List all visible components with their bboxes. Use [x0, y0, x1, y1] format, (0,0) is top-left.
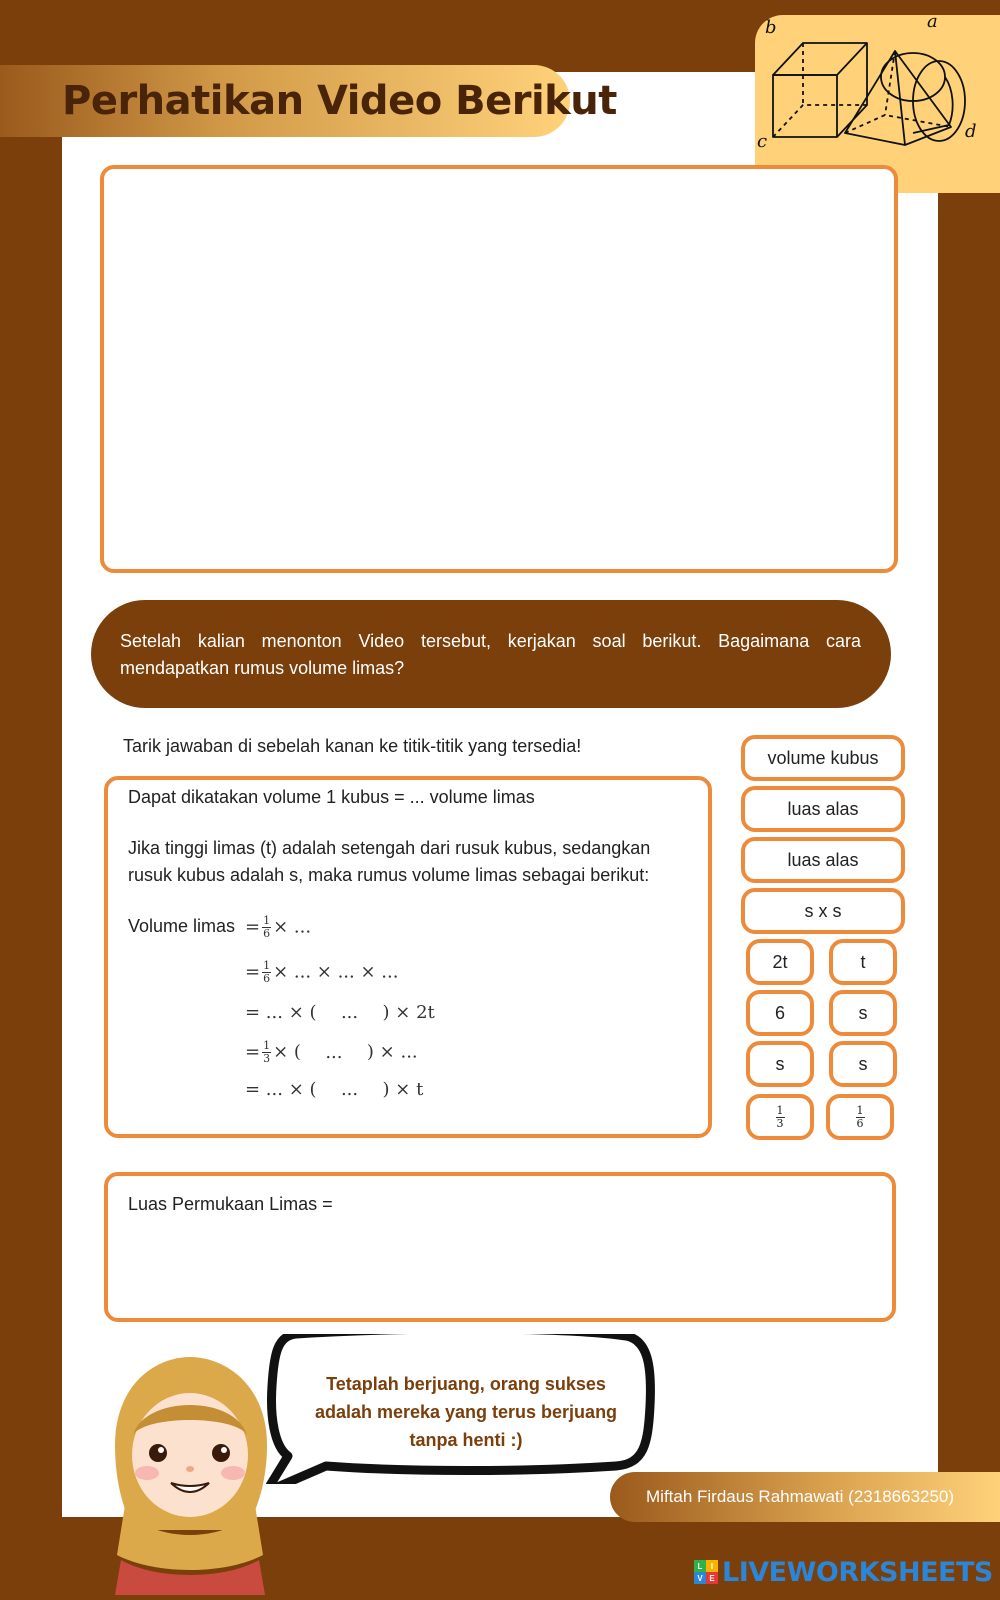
volume-label: Volume limas [128, 916, 236, 936]
page-title: Perhatikan Video Berikut [62, 78, 617, 124]
surface-area-box[interactable] [104, 1172, 896, 1322]
left-eye [149, 1444, 167, 1462]
answer-chip[interactable]: t [829, 939, 897, 985]
liveworksheets-brand[interactable] [694, 1555, 993, 1589]
cube-front-face [773, 75, 837, 137]
answer-chip-fraction[interactable]: $\frac{1}{6}$ [826, 1094, 894, 1140]
work-area [104, 776, 712, 1138]
label-c: c [757, 131, 768, 152]
cube-volume-statement: Dapat dikatakan volume 1 kubus = ... volume limas [128, 787, 535, 807]
drop-slot[interactable]: ... [325, 1041, 343, 1063]
equation-line-2: = $\frac{1}{6}$ × ... × ... × ... [245, 959, 399, 985]
girl-avatar [95, 1355, 285, 1595]
equation-line-5: = ... × ( ... ) × t [245, 1079, 424, 1100]
answer-chip[interactable]: s [829, 990, 897, 1036]
liveworksheets-logo-icon: L I V E [694, 1560, 718, 1584]
label-a: a [927, 15, 938, 32]
instruction-text: Tarik jawaban di sebelah kanan ke titik-titik yang tersedia! [123, 736, 582, 756]
answer-chip[interactable]: s [829, 1041, 897, 1087]
answer-chip[interactable]: s [746, 1041, 814, 1087]
answer-chip[interactable]: s x s [741, 888, 905, 934]
cube-top-face [773, 43, 867, 75]
equation-line-4: = $\frac{1}{3}$ × ( ... ) × ... [245, 1039, 418, 1065]
drop-slot[interactable]: ... [340, 1002, 359, 1023]
label-b: b [765, 17, 777, 38]
answer-chip[interactable]: 6 [746, 990, 814, 1036]
question-banner [91, 600, 891, 708]
question-text: Setelah kalian menonton Video tersebut, kerjakan soal berikut. Bagaimana cara mendapatkan rumus volume limas? [120, 631, 861, 678]
answer-chip[interactable]: luas alas [741, 786, 905, 832]
answer-chip-fraction[interactable]: $\frac{1}{3}$ [746, 1094, 814, 1140]
author-name: Miftah Firdaus Rahmawati (2318663250) [646, 1487, 955, 1506]
motivation-text: Tetaplah berjuang, orang sukses adalah mereka yang terus berjuang tanpa henti :) [314, 1374, 618, 1450]
video-player[interactable] [100, 165, 898, 573]
height-statement: Jika tinggi limas (t) adalah setengah dari rusuk kubus, sedangkan rusuk kubus adalah s, maka rumus volume limas sebagai berikut: [128, 838, 651, 885]
liveworksheets-wordmark: LIVEWORKSHEETS [722, 1556, 993, 1588]
answer-chip[interactable]: volume kubus [741, 735, 905, 781]
right-eye [212, 1444, 230, 1462]
drop-slot[interactable]: ... [340, 1079, 359, 1100]
surface-area-label: Luas Permukaan Limas = [128, 1194, 333, 1214]
answer-chip[interactable]: 2t [746, 939, 814, 985]
label-d: d [965, 121, 977, 142]
equation-line-1: = $\frac{1}{6}$ × ... [245, 914, 312, 940]
answer-chip[interactable]: luas alas [741, 837, 905, 883]
equation-line-3: = ... × ( ... ) × 2t [245, 1002, 435, 1023]
